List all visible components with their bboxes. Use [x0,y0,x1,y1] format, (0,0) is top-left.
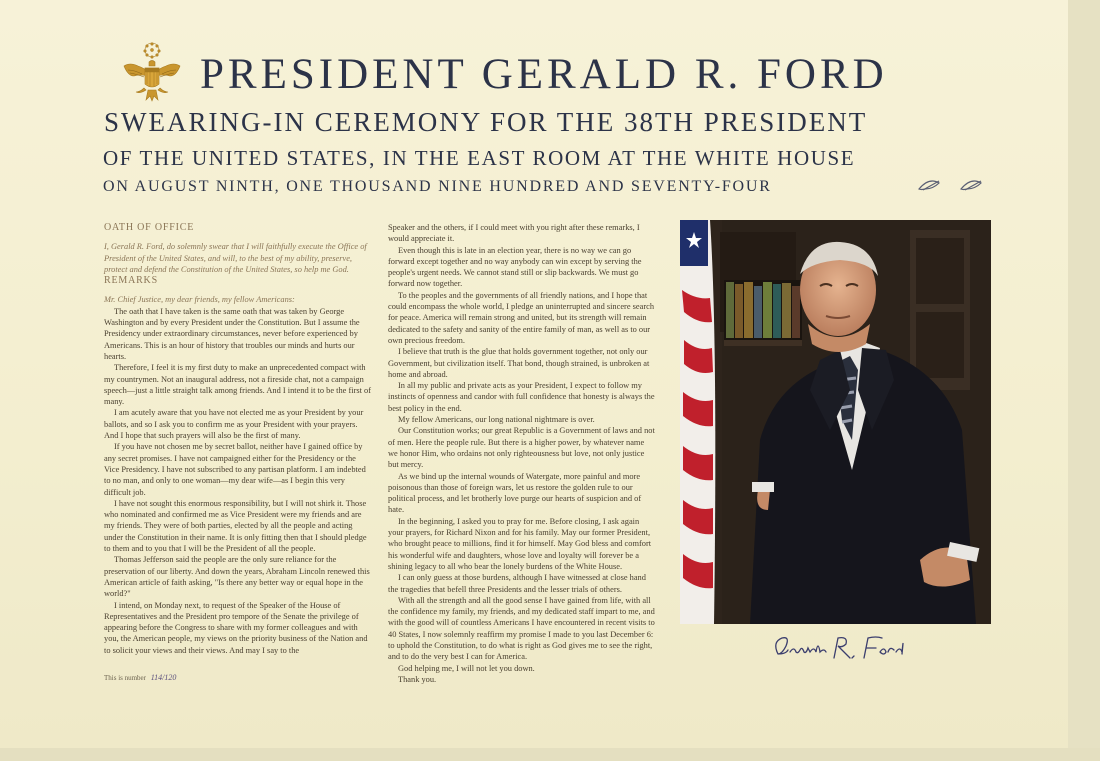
backing-board-edge [1068,0,1100,761]
remarks-paragraph: To the peoples and the governments of all friendly nations, and I hope that could encompass the whole world, I pledge an uninterrupted and sincere search for peace. America will remain strong and united, but its strength will remain dedicated to the safety and sanity of the entire family of man, as well as to our own precious freedom. [388,290,655,345]
subtitle-line-3: ON AUGUST NINTH, ONE THOUSAND NINE HUNDRED AND SEVENTY-FOUR [103,178,772,195]
portrait-illustration [680,220,991,624]
edition-number-label: This is number [104,673,146,682]
remarks-paragraph: Speaker and the others, if I could meet with you right after these remarks, I would appreciate it. [388,223,640,244]
remarks-paragraph: Even though this is late in an election year, there is no way we can go forward except together and no way anybody can win except by serving the people's urgent needs. We cannot stand still or slip backwards. We must go forward now together. [388,245,642,289]
text-column-left [104,222,372,684]
remarks-heading: REMARKS [104,275,158,287]
remarks-paragraph: With all the strength and all the good sense I have gained from life, with all the confidence my family, my friends, and my dedicated staff impart to me, and with the good will of countless Americans I have encountered in recent visits to 40 States, I now solemnly reaffirm my promise I made to you last December 6: to uphold the Constitution, to do what is right as God gives me to see the right, and to do the very best I can for America. [388,595,655,662]
backing-board-edge-bottom [0,748,1100,761]
remarks-paragraph: Thank you. [398,674,437,684]
decorative-flourish-icon [915,175,995,195]
presidential-eagle-seal-icon [120,40,184,104]
remarks-paragraph: If you have not chosen me by secret ballot, neither have I gained office by any secret promises. I have not campaigned either for the Presidency or the Vice Presidency. I have not subscribed to any partisan platform. I am indebted to no man, and only to one woman—my dear wife—as I begin this very difficult job. [104,442,366,497]
remarks-paragraph: Therefore, I feel it is my first duty to make an unprecedented compact with my countrymen. Not an inaugural address, not a fireside chat, not a campaign speech—just a little straight talk among friends. And I intend it to be the first of many. [104,363,372,407]
page-title: PRESIDENT GERALD R. FORD [200,51,888,98]
edition-number-value: 114/120 [150,672,177,682]
bookshelf [724,280,802,346]
remarks-paragraph: I have not sought this enormous responsibility, but I will not shirk it. Those who nominated and confirmed me as Vice President were my friends and are my friends. They were of both parties, elected by all the people and acting under the Constitution in their name. It is only fitting then that I should pledge to them and to you that I will be the President of all the people. [104,498,367,554]
remarks-paragraph: God helping me, I will not let you down. [398,663,535,673]
remarks-paragraph: Thomas Jefferson said the people are the only sure reliance for the preservation of our liberty. And down the years, Abraham Lincoln renewed this American article of faith asking, "Is there any better way or equal hope in the world?" [104,555,370,599]
remarks-paragraph: Our Constitution works; our great Republic is a Government of laws and not of men. Here the people rule. But there is a higher power, by whatever name we honor Him, who ordains not only righteousness but love, not only justice but mercy. [388,426,655,470]
remarks-salutation: Mr. Chief Justice, my dear friends, my fellow Americans: [104,295,295,305]
remarks-paragraph: In the beginning, I asked you to pray for me. Before closing, I ask again your prayers, for Richard Nixon and for his family. May our former President, who brought peace to millions, find it for himself. May God bless and comfort his wonderful wife and daughters, whose love and loyalty will forever be a shining legacy to all who bear the lonely burdens of the White House. [388,516,652,571]
remarks-paragraph: The oath that I have taken is the same oath that was taken by George Washington and by every President under the Constitution. But I assume the Presidency under extraordinary circumstances, never before experienced by Americans. This is an hour of history that troubles our minds and hurts our hearts. [104,306,360,361]
handwritten-signature [768,632,908,664]
remarks-paragraph: In all my public and private acts as your President, I expect to follow my instincts of openness and candor with full confidence that honesty is always the best policy in the end. [388,381,655,413]
portrait-photo [680,220,991,624]
remarks-paragraph: I am acutely aware that you have not elected me as your President by your ballots, and so I ask you to confirm me as your President with your prayers. And I hope that such prayers will also be the first of many. [104,408,364,441]
american-flag [680,220,715,624]
remarks-paragraph: My fellow Americans, our long national nightmare is over. [398,415,595,425]
subtitle-line-1: SWEARING-IN CEREMONY FOR THE 38TH PRESIDENT [104,107,868,137]
remarks-paragraph: I can only guess at those burdens, although I have witnessed at close hand the tragedies that befell three Presidents and the lesser trials of others. [388,573,646,594]
remarks-paragraph: I believe that truth is the glue that holds government together, not only our Government, but civilization itself. That bond, though strained, is unbroken at home and abroad. [388,347,650,379]
remarks-paragraph: As we bind up the internal wounds of Watergate, more painful and more poisonous than those of foreign wars, let us restore the golden rule to our political process, and let brotherly love purge our hearts of suspicion and of hate. [388,471,642,515]
edition-number [104,672,372,684]
subtitle-line-2: OF THE UNITED STATES, IN THE EAST ROOM AT THE WHITE HOUSE [103,146,856,170]
remarks-paragraph: I intend, on Monday next, to request of the Speaker of the House of Representatives and the President pro tempore of the Senate the privilege of appearing before the Congress to share with my former colleagues and with you, the American people, my views on the priority business of the Nation and to solicit your views and their views. And may I say to the [104,600,368,655]
text-column-middle [388,222,656,685]
oath-heading: OATH OF OFFICE [104,222,195,233]
oath-text: I, Gerald R. Ford, do solemnly swear that I will faithfully execute the Office of President of the United States, and will, to the best of my ability, preserve, protect and defend the Constitution of the United States, so help me God. [104,242,367,274]
